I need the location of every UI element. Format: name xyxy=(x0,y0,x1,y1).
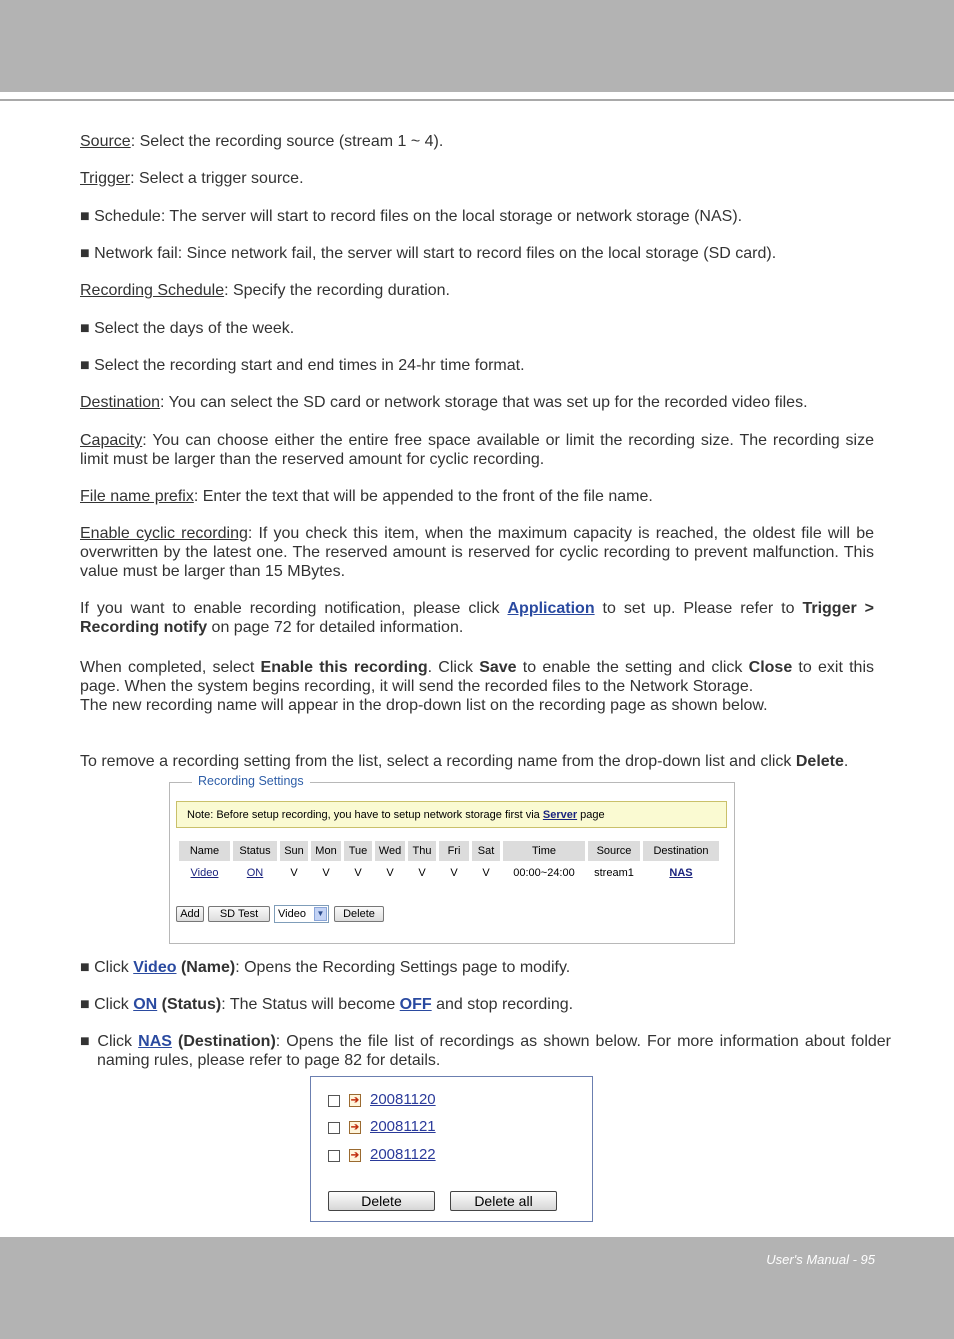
delete-button[interactable]: Delete xyxy=(334,906,384,922)
destination-term: Destination xyxy=(80,394,161,411)
recording-select[interactable] xyxy=(274,905,329,923)
source-term: Source xyxy=(80,133,131,150)
bullet-times: ■ Select the recording start and end times in 24-hr time format. xyxy=(80,357,525,374)
click-video-bold: (Name) xyxy=(176,959,236,976)
file-checkbox[interactable] xyxy=(328,1150,340,1162)
completed-text-4: to exit this page. When the system begins recording, it will send the recorded files to the Network Storage. xyxy=(80,659,875,695)
cell-wed: V xyxy=(386,867,394,879)
application-link[interactable]: Application xyxy=(507,600,595,617)
file-delete-button[interactable]: Delete xyxy=(328,1191,435,1211)
recording-table xyxy=(176,841,722,885)
bullet-schedule: ■ Schedule: The server will start to record files on the local storage or network storage (NAS). xyxy=(80,208,743,225)
folder-arrow-icon: ➔ xyxy=(350,1095,360,1106)
page-footer: User's Manual - 95 xyxy=(766,1252,875,1267)
server-link[interactable]: Server xyxy=(542,809,578,821)
cyclic-term: Enable cyclic recording xyxy=(80,525,248,542)
cell-source: stream1 xyxy=(594,867,634,879)
cyclic-text: : If you check this item, when the maximum capacity is reached, the oldest file will be overwritten by the latest one. The reserved amount is reserved for cyclic recording to prevent malfunction. This value must be larger than 15 MBytes. xyxy=(80,525,874,580)
cell-name xyxy=(179,861,230,885)
click-on-text: : The Status will become xyxy=(221,996,400,1013)
trigger-text: : Select a trigger source. xyxy=(130,170,304,187)
recording-schedule-para xyxy=(80,281,874,300)
click-on-bold: (Status) xyxy=(157,996,222,1013)
completed-bold-1: Enable this recording xyxy=(260,659,428,676)
remove-bold: Delete xyxy=(795,753,844,770)
folder-arrow-icon: ➔ xyxy=(350,1122,360,1133)
completed-text-1: When completed, select xyxy=(80,659,261,676)
cell-fri: V xyxy=(450,867,458,879)
file-checkbox[interactable] xyxy=(328,1095,340,1107)
click-on-text-2: and stop recording. xyxy=(431,996,574,1013)
nas-doc-link[interactable]: NAS xyxy=(138,1033,172,1050)
col-source: Source xyxy=(588,841,640,861)
capacity-para xyxy=(80,431,874,469)
file-link[interactable]: 20081120 xyxy=(370,1091,436,1108)
cyclic-para xyxy=(80,524,874,581)
trigger-term: Trigger xyxy=(80,170,131,187)
click-video-para xyxy=(80,958,874,977)
header-rule xyxy=(0,99,954,101)
col-status: Status xyxy=(233,841,277,861)
completed-text-2: . Click xyxy=(427,659,480,676)
col-destination: Destination xyxy=(643,841,719,861)
header-band xyxy=(0,0,954,92)
cell-mon: V xyxy=(322,867,330,879)
folder-arrow-icon: ➔ xyxy=(350,1150,360,1161)
off-doc-link[interactable]: OFF xyxy=(399,996,432,1013)
capacity-term: Capacity xyxy=(80,432,143,449)
recording-schedule-term: Recording Schedule xyxy=(80,282,225,299)
prefix-term: File name prefix xyxy=(80,488,194,505)
cell-status xyxy=(233,861,277,885)
col-name: Name xyxy=(179,841,230,861)
video-doc-link[interactable]: Video xyxy=(133,959,177,976)
remove-para xyxy=(80,752,874,771)
capacity-text: : You can choose either the entire free space available or limit the recording size. The recording size limit must be larger than the reserved amount for cyclic recording. xyxy=(80,432,874,468)
remove-text-2: . xyxy=(843,753,849,770)
notify-bold: Trigger > Recording notify xyxy=(80,600,874,636)
file-link[interactable]: 20081121 xyxy=(370,1118,436,1135)
click-on-prefix: ■ Click xyxy=(80,996,134,1013)
file-delete-all-button[interactable]: Delete all xyxy=(450,1191,557,1211)
setup-note xyxy=(176,801,727,828)
click-nas-text: : Opens the file list of recordings as shown below. For more information about folder naming rules, please refer to page 82 for details. xyxy=(97,1033,892,1069)
completed-line-2: The new recording name will appear in the drop-down list on the recording page as shown below. xyxy=(80,697,768,714)
recording-settings-legend: Recording Settings xyxy=(192,774,310,788)
bullet-days: ■ Select the days of the week. xyxy=(80,320,295,337)
cell-sun: V xyxy=(290,867,298,879)
completed-bold-3: Close xyxy=(748,659,793,676)
notify-text-2: to set up. Please refer to xyxy=(594,600,803,617)
chevron-down-icon[interactable]: ▼ xyxy=(314,907,327,921)
click-video-prefix: ■ Click xyxy=(80,959,134,976)
col-mon: Mon xyxy=(311,841,341,861)
table-header-row xyxy=(179,841,719,861)
click-nas-para xyxy=(80,1032,891,1070)
source-para xyxy=(80,132,874,151)
cell-sat: V xyxy=(482,867,490,879)
bullet-network-fail: ■ Network fail: Since network fail, the server will start to record files on the local storage (SD card). xyxy=(80,245,777,262)
recording-schedule-text: : Specify the recording duration. xyxy=(224,282,450,299)
sd-test-button[interactable]: SD Test xyxy=(208,906,270,922)
video-link[interactable]: Video xyxy=(190,867,219,879)
completed-para xyxy=(80,658,874,715)
file-link[interactable]: 20081122 xyxy=(370,1146,436,1163)
prefix-text: : Enter the text that will be appended to the front of the file name. xyxy=(193,488,653,505)
click-video-text: : Opens the Recording Settings page to modify. xyxy=(235,959,571,976)
note-end: page xyxy=(577,809,605,821)
add-button[interactable]: Add xyxy=(176,906,204,922)
table-row xyxy=(179,861,719,885)
cell-time: 00:00~24:00 xyxy=(513,867,575,879)
file-checkbox[interactable] xyxy=(328,1122,340,1134)
cell-destination xyxy=(643,861,719,885)
recording-select-value: Video xyxy=(278,908,306,920)
destination-para xyxy=(80,393,874,412)
completed-bold-2: Save xyxy=(479,659,517,676)
notify-text-3: on page 72 for detailed information. xyxy=(207,619,464,636)
col-sat: Sat xyxy=(472,841,500,861)
source-text: : Select the recording source (stream 1 ~ 4). xyxy=(130,133,444,150)
col-thu: Thu xyxy=(408,841,436,861)
click-on-para xyxy=(80,995,874,1014)
destination-text: : You can select the SD card or network storage that was set up for the recorded video files. xyxy=(160,394,808,411)
trigger-para xyxy=(80,169,874,188)
note-text: Note: Before setup recording, you have to setup network storage first via xyxy=(187,809,543,821)
status-on-link[interactable]: ON xyxy=(246,867,264,879)
notify-text-1: If you want to enable recording notification, please click xyxy=(80,600,508,617)
on-doc-link[interactable]: ON xyxy=(133,996,158,1013)
col-time: Time xyxy=(503,841,585,861)
completed-text-3: to enable the setting and click xyxy=(516,659,749,676)
remove-text-1: To remove a recording setting from the list, select a recording name from the drop-down list and click xyxy=(80,753,796,770)
cell-tue: V xyxy=(354,867,362,879)
col-sun: Sun xyxy=(280,841,308,861)
col-wed: Wed xyxy=(375,841,405,861)
col-tue: Tue xyxy=(344,841,372,861)
notify-para xyxy=(80,599,874,637)
click-nas-prefix: ■ Click xyxy=(80,1033,139,1050)
nas-link[interactable]: NAS xyxy=(669,867,693,879)
col-fri: Fri xyxy=(439,841,469,861)
click-nas-bold: (Destination) xyxy=(171,1033,276,1050)
prefix-para xyxy=(80,487,874,506)
cell-thu: V xyxy=(418,867,426,879)
